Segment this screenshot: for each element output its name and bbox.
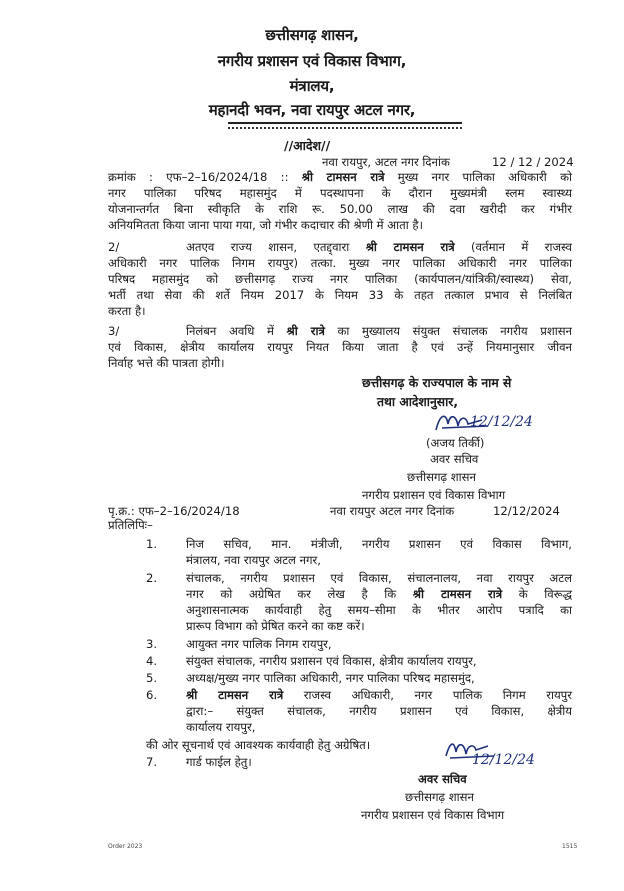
copy-item-6-line-1: श्री टामसन रात्रे राजस्व अधिकारी, नगर पालिक निगम रायपुर	[186, 688, 572, 702]
order-date: 12 / 12 / 2024	[492, 155, 574, 169]
signatory-dept-2: नगरीय प्रशासन एवं विकास विभाग	[362, 488, 506, 502]
copy-item-2-line-3: अनुशासनात्मक कार्यवाही हेतु समय–सीमा के भीतर आरोप पत्रादि का	[186, 603, 572, 617]
signatory-2-dept-2: नगरीय प्रशासन एवं विकास विभाग	[361, 808, 505, 822]
signatory-dept-1: छत्तीसगढ़ शासन	[407, 470, 476, 484]
para2-line-4: भर्ती तथा सेवा की शर्ते नियम 2017 के नियम 33 के तहत तत्काल प्रभाव से निलंबित	[108, 288, 572, 302]
endorsement-place-date: नवा रायपुर अटल नगर दिनांक	[330, 504, 455, 518]
para2-number: 2/	[108, 240, 120, 254]
para2-line-5: करता है।	[108, 304, 146, 318]
signatory-2-dept-1: छत्तीसगढ़ शासन	[405, 790, 474, 804]
header-line-3: मंत्रालय,	[289, 77, 335, 95]
info-line: की ओर सूचनार्थ एवं आवश्यक कार्यवाही हेतु अग्रेषित।	[146, 738, 371, 752]
copy-item-1-line-1: निज सचिव, मान. मंत्रीजी, नगरीय प्रशासन एवं विकास विभाग,	[186, 537, 572, 551]
copy-item-number: 7.	[146, 755, 158, 769]
copy-item-2-line-1: संचालक, नगरीय प्रशासन एवं विकास, संचालनालय, नवा रायपुर अटल	[186, 571, 572, 585]
para3-number: 3/	[108, 324, 120, 338]
copy-item-7-line-1: गार्ड फाईल हेतु।	[186, 755, 252, 769]
copy-item-1-line-2: मंत्रालय, नवा रायपुर अटल नगर,	[186, 553, 321, 567]
para2-line-1: अतएव राज्य शासन, एतद्द्वारा श्री टामसन रात्रे (वर्तमान में राजस्व	[186, 240, 573, 254]
copy-item-number: 4.	[146, 654, 158, 668]
by-order-line-1: छत्तीसगढ़ के राज्यपाल के नाम से	[362, 376, 512, 390]
copy-item-2-line-4: प्रारूप विभाग को प्रेषित करने का कष्ट करें।	[186, 619, 365, 633]
signature-1-date: 12/12/24	[470, 414, 533, 430]
para1-line-1: क्रमांक : एफ–2–16/2024/18 :: श्री टामसन रात्रे मुख्य नगर पालिका अधिकारी को	[108, 170, 572, 184]
copy-item-number: 3.	[146, 637, 158, 651]
order-title: //आदेश//	[284, 138, 331, 153]
endorsement-ref: पृ.क्र.: एफ–2–16/2024/18	[108, 504, 240, 518]
by-order-line-2: तथा आदेशानुसार,	[377, 395, 459, 409]
para1-line-4: अनियमितता किया जाना पाया गया, जो गंभीर कदाचार की श्रेणी में आता है।	[108, 218, 423, 232]
copy-item-number: 6.	[146, 688, 158, 702]
copy-item-5-line-1: अध्यक्ष/मुख्य नगर पालिका अधिकारी, नगर पालिका परिषद महासमुंद,	[186, 671, 475, 685]
footer-left: Order 2023	[108, 843, 143, 850]
para3-line-1: निलंबन अवधि में श्री रात्रे का मुख्यालय संयुक्त संचालक नगरीय प्रशासन	[186, 324, 572, 338]
signatory-designation: अवर सचिव	[430, 452, 479, 466]
copy-label: प्रतिलिपिः–	[108, 518, 153, 532]
para1-line-2: नगर पालिका परिषद महासमुंद में पदस्थापना के दौरान मुख्यमंत्री स्लम स्वास्थ्य	[108, 186, 572, 200]
signatory-2-designation: अवर सचिव	[418, 772, 467, 786]
copy-item-2-line-2: नगर को अग्रेषित कर लेख है कि श्री टामसन रात्रे के विरूद्ध	[186, 587, 573, 601]
signature-2-date: 12/12/24	[472, 752, 535, 768]
para1-line-3: योजनान्तर्गत बिना स्वीकृति के राशि रू. 50.00 लाख की दवा खरीदी कर गंभीर	[108, 202, 572, 216]
para3-line-2: एवं विकास, क्षेत्रीय कार्यालय रायपुर नियत किया जाता है एवं उन्हें नियमानुसार जीवन	[108, 340, 572, 354]
para2-line-2: अधिकारी नगर पालिक निगम रायपुर) तत्का. मुख्य नगर पालिका अधिकारी नगर पालिका	[108, 256, 572, 270]
copy-item-number: 5.	[146, 671, 158, 685]
order-place-date: नवा रायपुर, अटल नगर दिनांक	[322, 155, 450, 169]
footer-right: 1515	[562, 843, 578, 850]
para2-line-3: परिषद महासमुंद को छत्तीसगढ़ राज्य नगर पालिका (कार्यपालन/यांत्रिकी/स्वास्थ्य) सेवा,	[108, 272, 572, 286]
header-dotted-rule	[228, 124, 462, 129]
copy-item-number: 1.	[146, 537, 158, 551]
signatory-name: (अजय तिर्की)	[426, 436, 485, 450]
para3-line-3: निर्वाह भत्ते की पात्रता होगी।	[108, 356, 225, 370]
copy-item-6-line-3: कार्यालय रायपुर,	[186, 720, 256, 734]
copy-item-6-line-2: द्वारा:– संयुक्त संचालक, नगरीय प्रशासन एवं विकास, क्षेत्रीय	[186, 704, 572, 718]
header-line-4: महानदी भवन, नवा रायपुर अटल नगर,	[208, 101, 416, 119]
copy-item-3-line-1: आयुक्त नगर पालिक निगम रायपुर,	[186, 637, 332, 651]
header-line-1: छत्तीसगढ़ शासन,	[265, 26, 359, 44]
copy-item-4-line-1: संयुक्त संचालक, नगरीय प्रशासन एवं विकास, क्षेत्रीय कार्यालय रायपुर,	[186, 654, 477, 668]
endorsement-date: 12/12/2024	[493, 504, 560, 518]
header-line-2: नगरीय प्रशासन एवं विकास विभाग,	[217, 52, 407, 70]
copy-item-number: 2.	[146, 571, 158, 585]
